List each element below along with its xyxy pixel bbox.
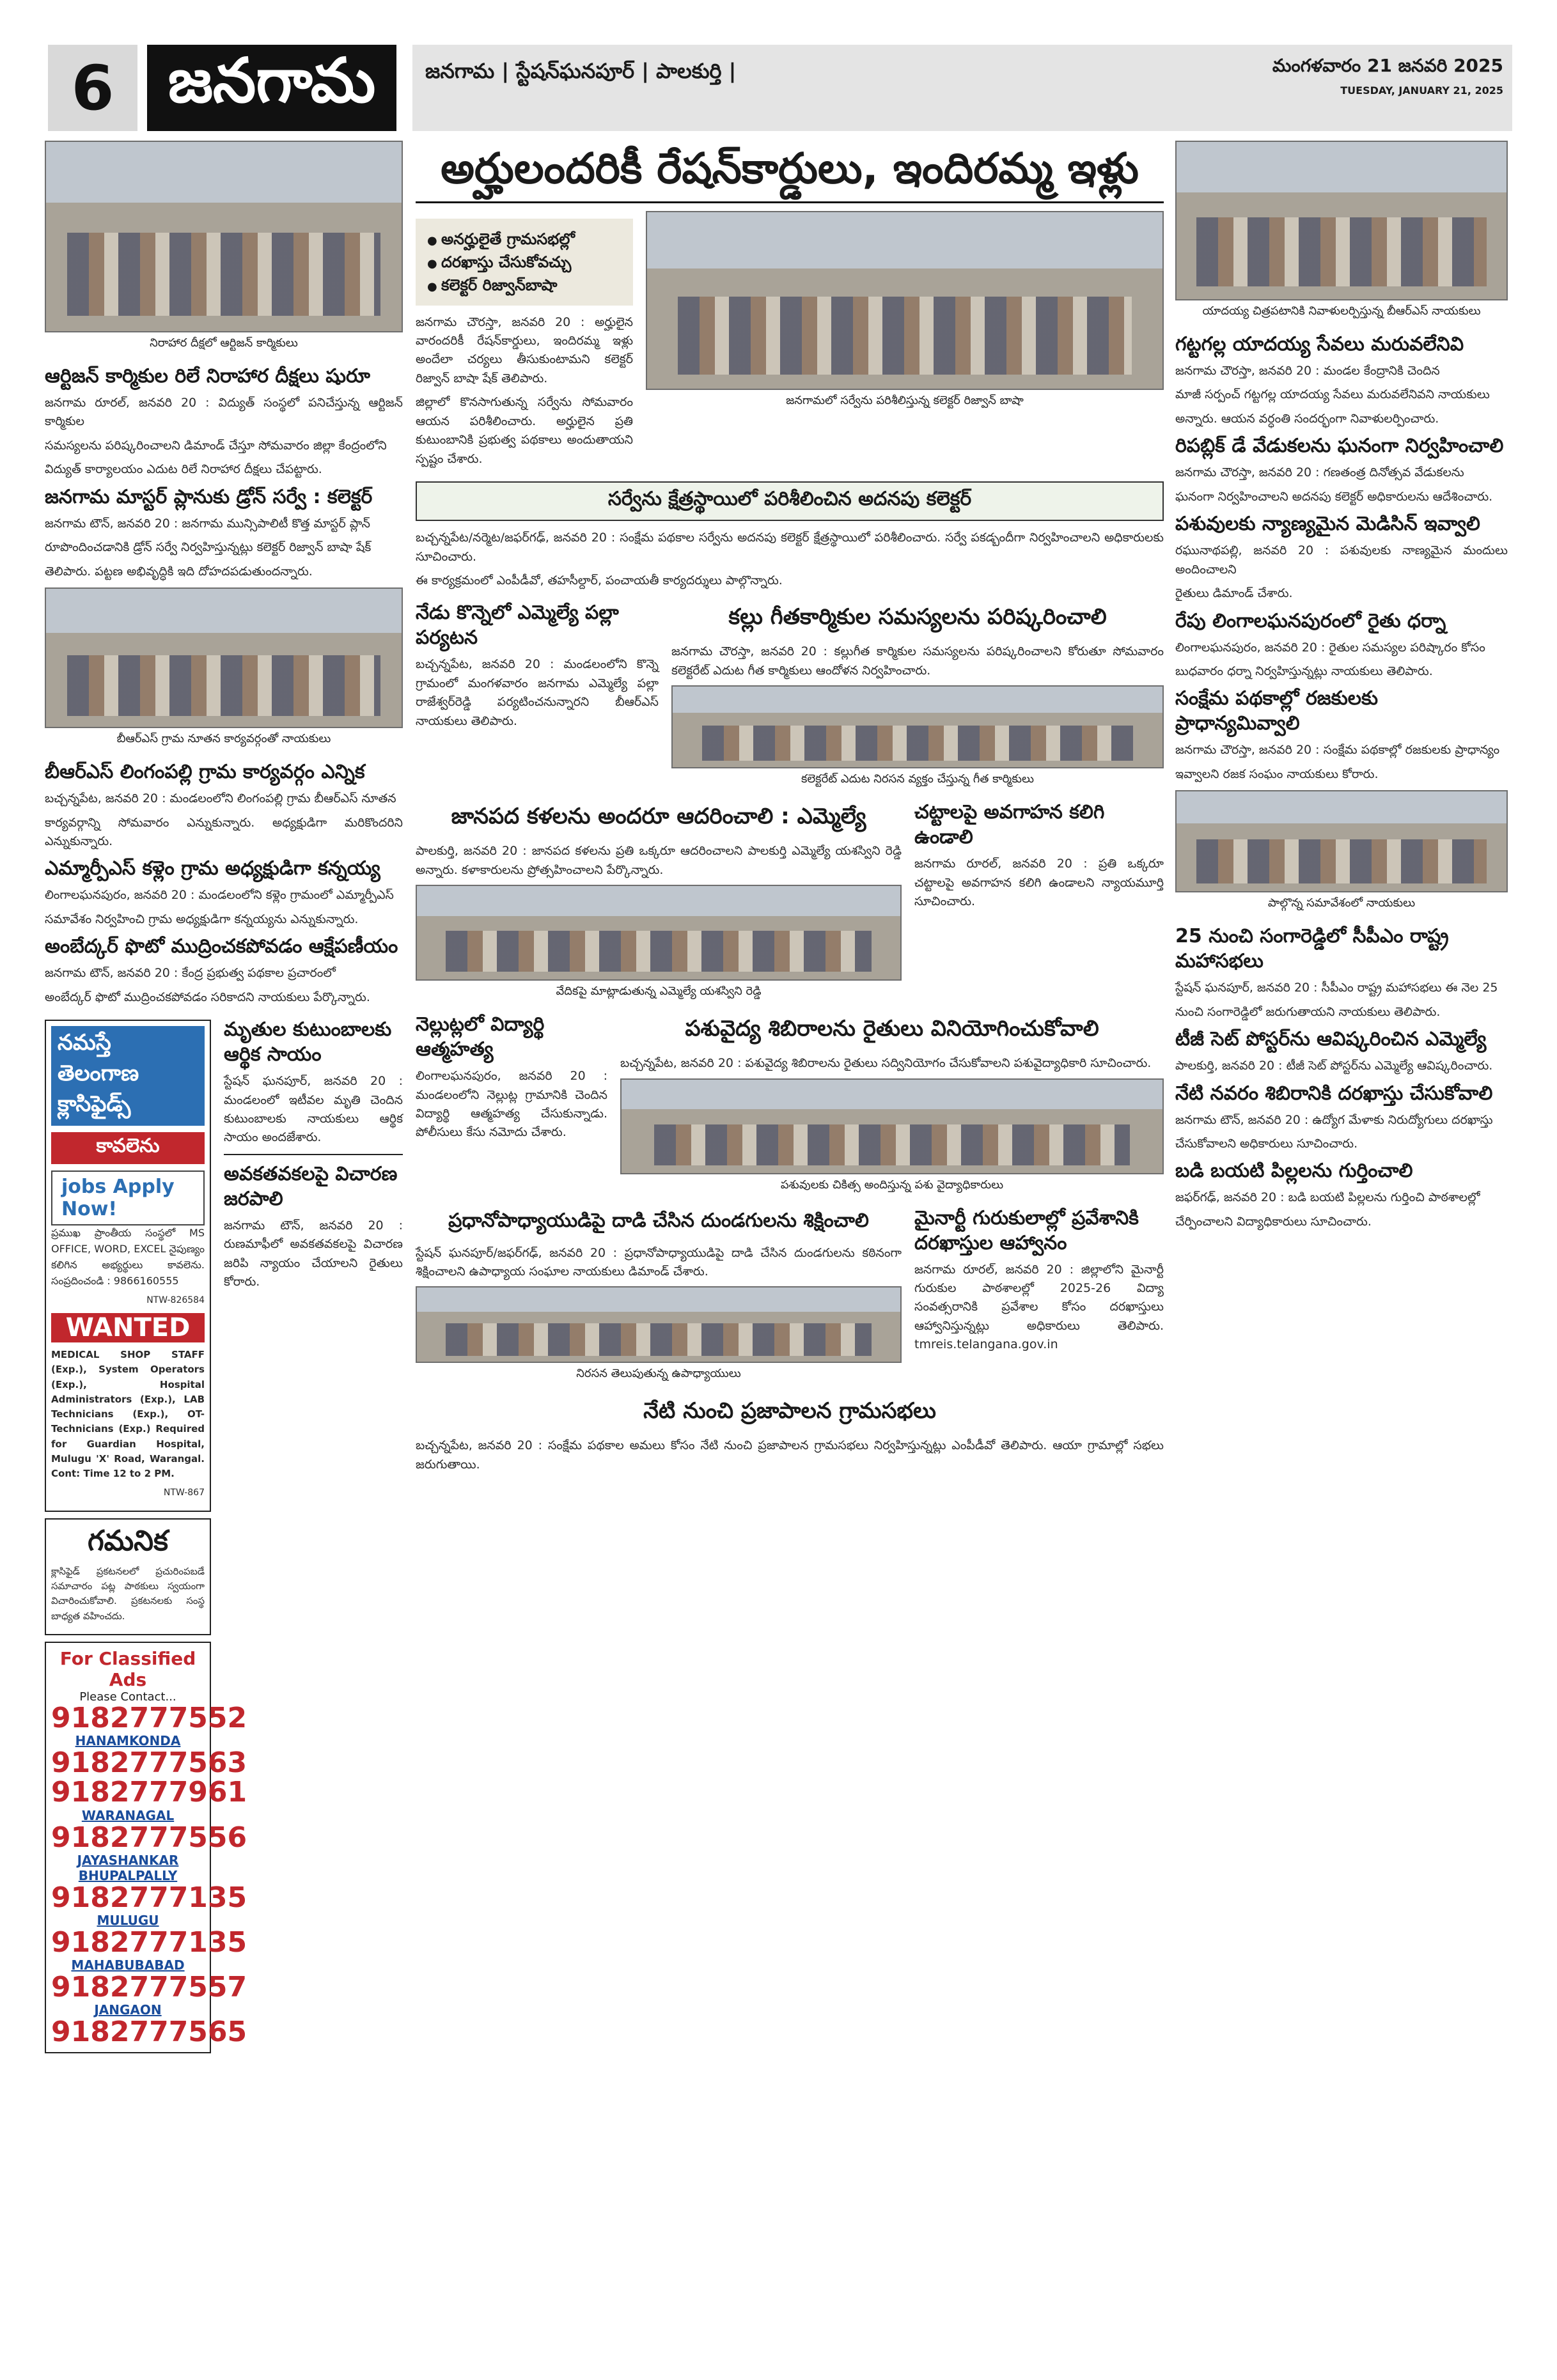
news-photo bbox=[620, 1078, 1164, 1174]
date-block bbox=[1272, 55, 1503, 97]
contact-place: MAHABUBABAD bbox=[71, 1957, 185, 1973]
notice-title: గమనిక bbox=[87, 1524, 169, 1557]
section-headline: సర్వేను క్షేత్రస్థాయిలో పరిశీలించిన అదనపు కలెక్టర్ bbox=[416, 481, 1164, 521]
news-column bbox=[914, 795, 1164, 1007]
contact-place: MULUGU bbox=[97, 1912, 159, 1928]
news-column bbox=[914, 1201, 1164, 1390]
article-text: జనగామ చౌరస్తా, జనవరి 20 : మండల కేంద్రానికి చెందిన bbox=[1175, 364, 1440, 378]
places-bar bbox=[412, 45, 1512, 131]
headline: మైనార్టీ గురుకులాల్లో ప్రవేశానికి దరఖాస్తుల ఆహ్వానం bbox=[914, 1206, 1139, 1254]
news-photo bbox=[671, 685, 1164, 768]
contact-title: For Classified Ads bbox=[59, 1647, 196, 1690]
article-text: నుంచి సంగారెడ్డిలో జరుగుతాయని నాయకులు తెలిపారు. bbox=[1175, 1004, 1441, 1019]
photo-caption: కలెక్టరేట్ ఎదుట నిరసన వ్యక్తం చేస్తున్న గీత కార్మికులు bbox=[801, 772, 1034, 786]
headline: నెల్లుట్లలో విద్యార్థి ఆత్మహత్య bbox=[416, 1013, 545, 1061]
lead-headline: అర్హులందరికీ రేషన్‌కార్డులు, ఇందిరమ్మ ఇళ్లు bbox=[416, 141, 1164, 203]
bullet-item: ● దరఖాస్తు చేసుకోవచ్చు bbox=[427, 251, 622, 274]
mid-left-column bbox=[224, 1012, 403, 2053]
article-text: అన్నారు. ఆయన వర్ధంతి సందర్భంగా నివాళులర్పించారు. bbox=[1175, 411, 1439, 426]
article-text: రైతులు డిమాండ్ చేశారు. bbox=[1175, 586, 1293, 601]
classified-contact-box bbox=[45, 1642, 247, 2054]
headline: చట్టాలపై అవగాహన కలిగి ఉండాలి bbox=[914, 801, 1105, 849]
article-text: ఈ కార్యక్రమంలో ఎంపీడీవో, తహసీల్దార్, పంచాయతీ కార్యదర్శులు పాల్గొన్నారు. bbox=[416, 573, 783, 587]
page-number: 6 bbox=[48, 45, 137, 131]
article-text: సమస్యలను పరిష్కరించాలని డిమాండ్ చేస్తూ సోమవారం జిల్లా కేంద్రంలోని bbox=[45, 438, 387, 453]
news-column bbox=[671, 595, 1164, 795]
article-text: బచ్చన్నపేట, జనవరి 20 : పశువైద్య శిబిరాలను రైతులు సద్వినియోగం చేసుకోవాలని పశువైద్యాధికారి సూచించారు. bbox=[620, 1056, 1152, 1071]
article-text: చేసుకోవాలని అధికారులు సూచించారు. bbox=[1175, 1137, 1358, 1151]
article-text: జనగామ చౌరస్తా, జనవరి 20 : గణతంత్ర దినోత్సవ వేడుకలను bbox=[1175, 465, 1464, 480]
divider bbox=[224, 1154, 403, 1155]
article-text: జనగామ రూరల్, జనవరి 20 : ప్రతి ఒక్కరూ చట్టాలపై అవగాహన కలిగి ఉండాలని న్యాయమూర్తి సూచించారు. bbox=[914, 857, 1164, 909]
headline: కల్లు గీతకార్మికుల సమస్యలను పరిష్కరించాలి bbox=[728, 604, 1107, 630]
headline: జానపద కళలను అందరూ ఆదరించాలి : ఎమ్మెల్యే bbox=[451, 804, 866, 830]
headline: నేటి నవరం శిబిరానికి దరఖాస్తు చేసుకోవాలి bbox=[1175, 1082, 1493, 1105]
photo-caption: వేదికపై మాట్లాడుతున్న ఎమ్మెల్యే యశస్విని రెడ్డి bbox=[556, 984, 762, 999]
headline: బీఆర్ఎస్ లింగంపల్లి గ్రామ కార్యవర్గం ఎన్నిక bbox=[45, 761, 365, 784]
masthead bbox=[48, 45, 1512, 131]
article-text: పాలకుర్తి, జనవరి 20 : టీజీ సెట్ పోస్టర్‌ను ఎమ్మెల్యే ఆవిష్కరించారు. bbox=[1175, 1059, 1493, 1073]
news-column bbox=[416, 1007, 607, 1200]
article-text: బచ్చన్నపేట/నర్మెట/జఫర్‌గఢ్, జనవరి 20 : సంక్షేమ పథకాల సర్వేను అదనపు కలెక్టర్ క్షేత్రస్థాయిలో పరిశీలించారు. సర్వే పకడ్బందీగా నిర్వహించాలని అధికారులకు సూచించారు. bbox=[416, 531, 1164, 564]
article-text: స్టేషన్ ఘనపూర్, జనవరి 20 : మండలంలో ఇటీవల మృతి చెందిన కుటుంబాలకు నాయకులు ఆర్థిక సాయం అందజేశారు. bbox=[224, 1074, 403, 1145]
article-text: లింగాలఘనపురం, జనవరి 20 : మండలంలోని కళ్లెం గ్రామంలో ఎమ్మార్పీఎస్ bbox=[45, 888, 394, 903]
article-text: అంబేద్కర్ ఫొటో ముద్రించకపోవడం సరికాదని నాయకులు పేర్కొన్నారు. bbox=[45, 990, 370, 1004]
right-column bbox=[1175, 141, 1508, 1236]
headline: సంక్షేమ పథకాల్లో రజకులకు ప్రాధాన్యమివ్వాలి bbox=[1175, 687, 1379, 735]
article-text: మాజీ సర్పంచ్ గట్టగల్ల యాదయ్య సేవలు మరువలేనివని నాయకులు bbox=[1175, 387, 1490, 402]
headline: జనగామ మాస్టర్ ప్లానుకు డ్రోన్ సర్వే : కలెక్టర్ bbox=[45, 485, 373, 508]
classifieds-box bbox=[45, 1020, 211, 1512]
bullet-item: ● కలెక్టర్ రిజ్వాన్‌బాషా bbox=[427, 274, 622, 297]
contact-phone: 9182777552 bbox=[51, 1701, 247, 1734]
classifieds-band: కావలెను bbox=[51, 1132, 205, 1164]
photo-caption: యాదయ్య చిత్రపటానికి నివాళులర్పిస్తున్న బీఆర్ఎస్ నాయకులు bbox=[1202, 304, 1481, 318]
article-text: జనగామ టౌన్, జనవరి 20 : కేంద్ర ప్రభుత్వ పథకాల ప్రచారంలో bbox=[45, 966, 336, 981]
photo-caption: నిరాహార దీక్షలో ఆర్టిజన్ కార్మికులు bbox=[150, 336, 298, 350]
contact-subtitle: Please Contact... bbox=[79, 1690, 176, 1704]
news-photo bbox=[45, 587, 403, 728]
lead-right bbox=[646, 211, 1164, 474]
photo-caption: పశువులకు చికిత్స అందిస్తున్న పశు వైద్యాధికారులు bbox=[780, 1178, 1004, 1192]
article-text: బచ్చన్నపేట, జనవరి 20 : సంక్షేమ పథకాల అమలు కోసం నేటి నుంచి ప్రజాపాలన గ్రామసభలు నిర్వహిస్తున్నట్లు ఎంపీడీవో తెలిపారు. ఆయా గ్రామాల్లో సభలు జరుగుతాయి. bbox=[416, 1438, 1164, 1472]
contact-place: WARANAGAL bbox=[81, 1807, 175, 1823]
news-photo bbox=[416, 885, 902, 981]
headline: పశువులకు న్యాణ్యమైన మెడిసిన్ ఇవ్వాలి bbox=[1175, 513, 1480, 536]
news-photo bbox=[416, 1286, 902, 1363]
headline: అంబేద్కర్ ఫొటో ముద్రించకపోవడం ఆక్షేపణీయం bbox=[45, 935, 398, 958]
headline: నేడు కొన్నెలో ఎమ్మెల్యే పల్లా పర్యటన bbox=[416, 602, 619, 649]
article-text: జనగామ టౌన్, జనవరి 20 : జనగామ మున్సిపాలిటీ కొత్త మాస్టర్ ప్లాన్ bbox=[45, 516, 371, 531]
headline: 25 నుంచి సంగారెడ్డిలో సీపీఎం రాష్ట్ర మహాసభలు bbox=[1175, 925, 1449, 973]
article-text: జనగామ చౌరస్తా, జనవరి 20 : అర్హులైన వారందరికీ రేషన్‌కార్డులు, ఇందిరమ్మ ఇళ్లు అందేలా చర్యలు తీసుకుంటామని కలెక్టర్ రిజ్వాన్ బాషా షేక్ తెలిపారు. bbox=[416, 315, 633, 385]
photo-caption: నిరసన తెలుపుతున్న ఉపాధ్యాయులు bbox=[576, 1367, 741, 1381]
headline: బడి బయటి పిల్లలను గుర్తించాలి bbox=[1175, 1160, 1413, 1183]
center-column bbox=[416, 141, 1164, 1479]
article-text: బుధవారం ధర్నా నిర్వహిస్తున్నట్లు నాయకులు తెలిపారు. bbox=[1175, 664, 1433, 678]
news-column bbox=[620, 1007, 1164, 1200]
photo-caption: పాల్గొన్న సమావేశంలో నాయకులు bbox=[1267, 896, 1416, 910]
article-text: పాలకుర్తి, జనవరి 20 : జానపద కళలను ప్రతి ఒక్కరూ ఆదరించాలని పాలకుర్తి ఎమ్మెల్యే యశస్విని రెడ్డి అన్నారు. కళాకారులను ప్రోత్సహించాలని పేర్కొన్నారు. bbox=[416, 844, 902, 877]
contact-place: JAYASHANKAR BHUPALPALLY bbox=[77, 1852, 179, 1883]
contact-phone: 9182777135 bbox=[51, 1925, 247, 1959]
headline: గట్టగల్ల యాదయ్య సేవలు మరువలేనివి bbox=[1175, 333, 1464, 355]
article-text: సమావేశం నిర్వహించి గ్రామ అధ్యక్షుడిగా కన్నయ్యను ఎన్నుకున్నారు. bbox=[45, 912, 359, 926]
jobs-text: ప్రముఖ ప్రాంతీయ సంస్థలో MS OFFICE, WORD, EXCEL నైపుణ్యం కలిగిన అభ్యర్థులు కావలెను. సంప్రదించండి : 9866160555 bbox=[51, 1227, 205, 1287]
article-text: రూపొందించడానికి డ్రోన్ సర్వే నిర్వహిస్తున్నట్లు కలెక్టర్ రిజ్వాన్ బాషా షేక్ bbox=[45, 540, 372, 555]
news-column bbox=[416, 1201, 902, 1390]
contact-phone: 9182777557 bbox=[51, 1971, 247, 2004]
article-text: జనగామ చౌరస్తా, జనవరి 20 : కల్లుగీత కార్మికుల సమస్యలను పరిష్కరించాలని కోరుతూ సోమవారం కలెక్టరేట్ ఎదుట గీత కార్మికులు ఆందోళన నిర్వహించారు. bbox=[671, 644, 1164, 678]
contact-phone: 9182777563 bbox=[51, 1746, 247, 1780]
news-column bbox=[416, 595, 659, 795]
headline: నేటి నుంచి ప్రజాపాలన గ్రామసభలు bbox=[643, 1398, 936, 1424]
article-text: విద్యుత్ కార్యాలయం ఎదుట రిలే నిరాహార దీక్షలు చేపట్టారు. bbox=[45, 462, 322, 477]
article-text: తెలిపారు. పట్టణ అభివృద్ధికి ఇది దోహదపడుతుందన్నారు. bbox=[45, 564, 313, 579]
contact-phone: 9182777565 bbox=[51, 2016, 247, 2049]
notice-box bbox=[45, 1518, 211, 1635]
contact-phone: 9182777961 bbox=[51, 1776, 247, 1809]
news-photo bbox=[45, 141, 403, 332]
photo-caption: బీఆర్ఎస్ గ్రామ నూతన కార్యవర్గంతో నాయకులు bbox=[116, 732, 331, 746]
article-text: బచ్చన్నపేట, జనవరి 20 : మండలంలోని లింగంపల్లి గ్రామ బీఆర్ఎస్ నూతన bbox=[45, 791, 396, 806]
headline: మృతుల కుటుంబాలకు ఆర్థిక సాయం bbox=[224, 1018, 392, 1066]
article-text: జఫర్‌గఢ్, జనవరి 20 : బడి బయటి పిల్లలను గుర్తించి పాఠశాలల్లో bbox=[1175, 1190, 1480, 1205]
headline: రేపు లింగాలఘనపురంలో రైతు ధర్నా bbox=[1175, 609, 1446, 632]
lead-bullets bbox=[416, 219, 633, 306]
news-photo bbox=[1175, 790, 1508, 892]
places-text: జనగామ | స్టేషన్‌ఘనపూర్ | పాలకుర్తి | bbox=[425, 59, 737, 83]
article-text: జనగామ టౌన్, జనవరి 20 : రుణమాఫీలో అవకతవకలపై విచారణ జరిపి న్యాయం చేయాలని రైతులు కోరారు. bbox=[224, 1218, 403, 1289]
notice-text: క్లాసిఫైడ్ ప్రకటనలలో ప్రచురింపబడే సమాచారం పట్ల పాఠకులు స్వయంగా విచారించుకోవాలి. ప్రకటనలకు సంస్థ బాధ్యత వహించదు. bbox=[51, 1565, 205, 1622]
article-text: రఘునాథపల్లి, జనవరి 20 : పశువులకు నాణ్యమైన మందులు అందించాలని bbox=[1175, 543, 1508, 577]
contact-phone: 9182777135 bbox=[51, 1881, 247, 1914]
left-column bbox=[45, 141, 403, 2053]
classifieds-brand: నమస్తే తెలంగాణ క్లాసిఫైడ్స్ bbox=[51, 1026, 205, 1126]
headline: రిపబ్లిక్ డే వేడుకలను ఘనంగా నిర్వహించాలి bbox=[1175, 435, 1504, 458]
ads-column bbox=[45, 1012, 247, 2053]
article-text: ఇవ్వాలని రజక సంఘం నాయకులు కోరారు. bbox=[1175, 766, 1379, 781]
lead-left bbox=[416, 211, 633, 474]
article-text: జనగామ రూరల్, జనవరి 20 : విద్యుత్ సంస్థలో పనిచేస్తున్న ఆర్టిజన్ కార్మికుల bbox=[45, 396, 403, 429]
photo-caption: జనగామలో సర్వేను పరిశీలిస్తున్న కలెక్టర్ రిజ్వాన్ బాషా bbox=[786, 393, 1024, 407]
date-english: TUESDAY, JANUARY 21, 2025 bbox=[1340, 84, 1503, 97]
bullet-item: ● అనర్హులైతే గ్రామసభల్లో bbox=[427, 228, 622, 251]
contact-place: HANAMKONDA bbox=[75, 1733, 181, 1749]
article-text: జిల్లాలో కొనసాగుతున్న సర్వేను సోమవారం ఆయన పరిశీలించారు. అర్హులైన ప్రతి కుటుంబానికి ప్రభుత్వ పథకాలు అందుతాయని స్పష్టం చేశారు. bbox=[416, 395, 633, 466]
headline: ప్రధానోపాధ్యాయుడిపై దాడి చేసిన దుండగులను శిక్షించాలి bbox=[448, 1209, 869, 1232]
article-text: బచ్చన్నపేట, జనవరి 20 : మండలంలోని కొన్నె గ్రామంలో మంగళవారం జనగామ ఎమ్మెల్యే పల్లా రాజేశ్వర్‌రెడ్డి పర్యటించనున్నారని బీఆర్ఎస్ నాయకులు తెలిపారు. bbox=[416, 657, 659, 728]
wanted-ref: NTW-867 bbox=[163, 1488, 205, 1498]
article-text: లింగాలఘనపురం, జనవరి 20 : మండలంలోని నెల్లుట్ల గ్రామానికి చెందిన విద్యార్థి ఆత్మహత్య చేసుకున్నాడు. పోలీసులు కేసు నమోదు చేశారు. bbox=[416, 1069, 607, 1140]
jobs-logo: jobs Apply Now! bbox=[51, 1171, 205, 1225]
article-text: స్టేషన్ ఘనపూర్/జఫర్‌గఢ్, జనవరి 20 : ప్రధానోపాధ్యాయుడిపై దాడి చేసిన దుండగులను కఠినంగా శిక్షించాలని ఉపాధ్యాయ సంఘాల నాయకులు డిమాండ్ చేశారు. bbox=[416, 1245, 902, 1279]
article-text: జనగామ టౌన్, జనవరి 20 : ఉద్యోగ మేళాకు నిరుద్యోగులు దరఖాస్తు bbox=[1175, 1112, 1493, 1127]
headline: పశువైద్య శిబిరాలను రైతులు వినియోగించుకోవాలి bbox=[685, 1016, 1099, 1042]
article-text: ఘనంగా నిర్వహించాలని అదనపు కలెక్టర్ అధికారులను ఆదేశించారు. bbox=[1175, 489, 1493, 504]
date-telugu: మంగళవారం 21 జనవరి 2025 bbox=[1272, 55, 1503, 76]
headline: ఆర్టిజన్ కార్మికుల రిలే నిరాహార దీక్షలు షురూ bbox=[45, 365, 370, 387]
headline: అవకతవకలపై విచారణ జరపాలి bbox=[224, 1162, 398, 1210]
news-photo bbox=[646, 211, 1164, 390]
article-text: లింగాలఘనపురం, జనవరి 20 : రైతుల సమస్యల పరిష్కారం కోసం bbox=[1175, 640, 1485, 655]
contact-place: JANGAON bbox=[94, 2002, 162, 2018]
news-column bbox=[416, 795, 902, 1007]
wanted-text: MEDICAL SHOP STAFF (Exp.), System Operators (Exp.), Hospital Administrators (Exp.), LAB Technicians (Exp.), OT-Technicians (Exp.) Required for Guardian Hospital, Mulugu 'X' Road, Warangal. Cont: Time 12 to 2 PM. bbox=[51, 1349, 205, 1479]
article-text: చేర్పించాలని విద్యాధికారులు సూచించారు. bbox=[1175, 1214, 1372, 1229]
article-text: జనగామ రూరల్, జనవరి 20 : జిల్లాలోని మైనార్టీ గురుకుల పాఠశాలల్లో 2025-26 విద్యా సంవత్సరానికి ప్రవేశాల కోసం దరఖాస్తులు ఆహ్వానిస్తున్నట్లు అధికారులు తెలిపారు. tmreis.telangana.gov.in bbox=[914, 1262, 1164, 1352]
jobs-ref: NTW-826584 bbox=[146, 1295, 205, 1306]
wanted-banner: WANTED bbox=[51, 1313, 205, 1342]
headline: ఎమ్మార్పీఎస్ కళ్లెం గ్రామ అధ్యక్షుడిగా కన్నయ్య bbox=[45, 857, 380, 880]
article-text: స్టేషన్ ఘనపూర్, జనవరి 20 : సీపీఎం రాష్ట్ర మహాసభలు ఈ నెల 25 bbox=[1175, 981, 1498, 995]
headline: టీజీ సెట్ పోస్టర్‌ను ఆవిష్కరించిన ఎమ్మెల్యే bbox=[1175, 1028, 1487, 1051]
news-photo bbox=[1175, 141, 1508, 300]
article-text: కార్యవర్గాన్ని సోమవారం ఎన్నుకున్నారు. అధ్యక్షుడిగా మరికొందరిని ఎన్నుకున్నారు. bbox=[45, 815, 403, 848]
article-text: జనగామ చౌరస్తా, జనవరి 20 : సంక్షేమ పథకాల్లో రజకులకు ప్రాధాన్యం bbox=[1175, 743, 1500, 758]
contact-phone: 9182777556 bbox=[51, 1821, 247, 1854]
district-title: జనగామ bbox=[147, 45, 396, 131]
